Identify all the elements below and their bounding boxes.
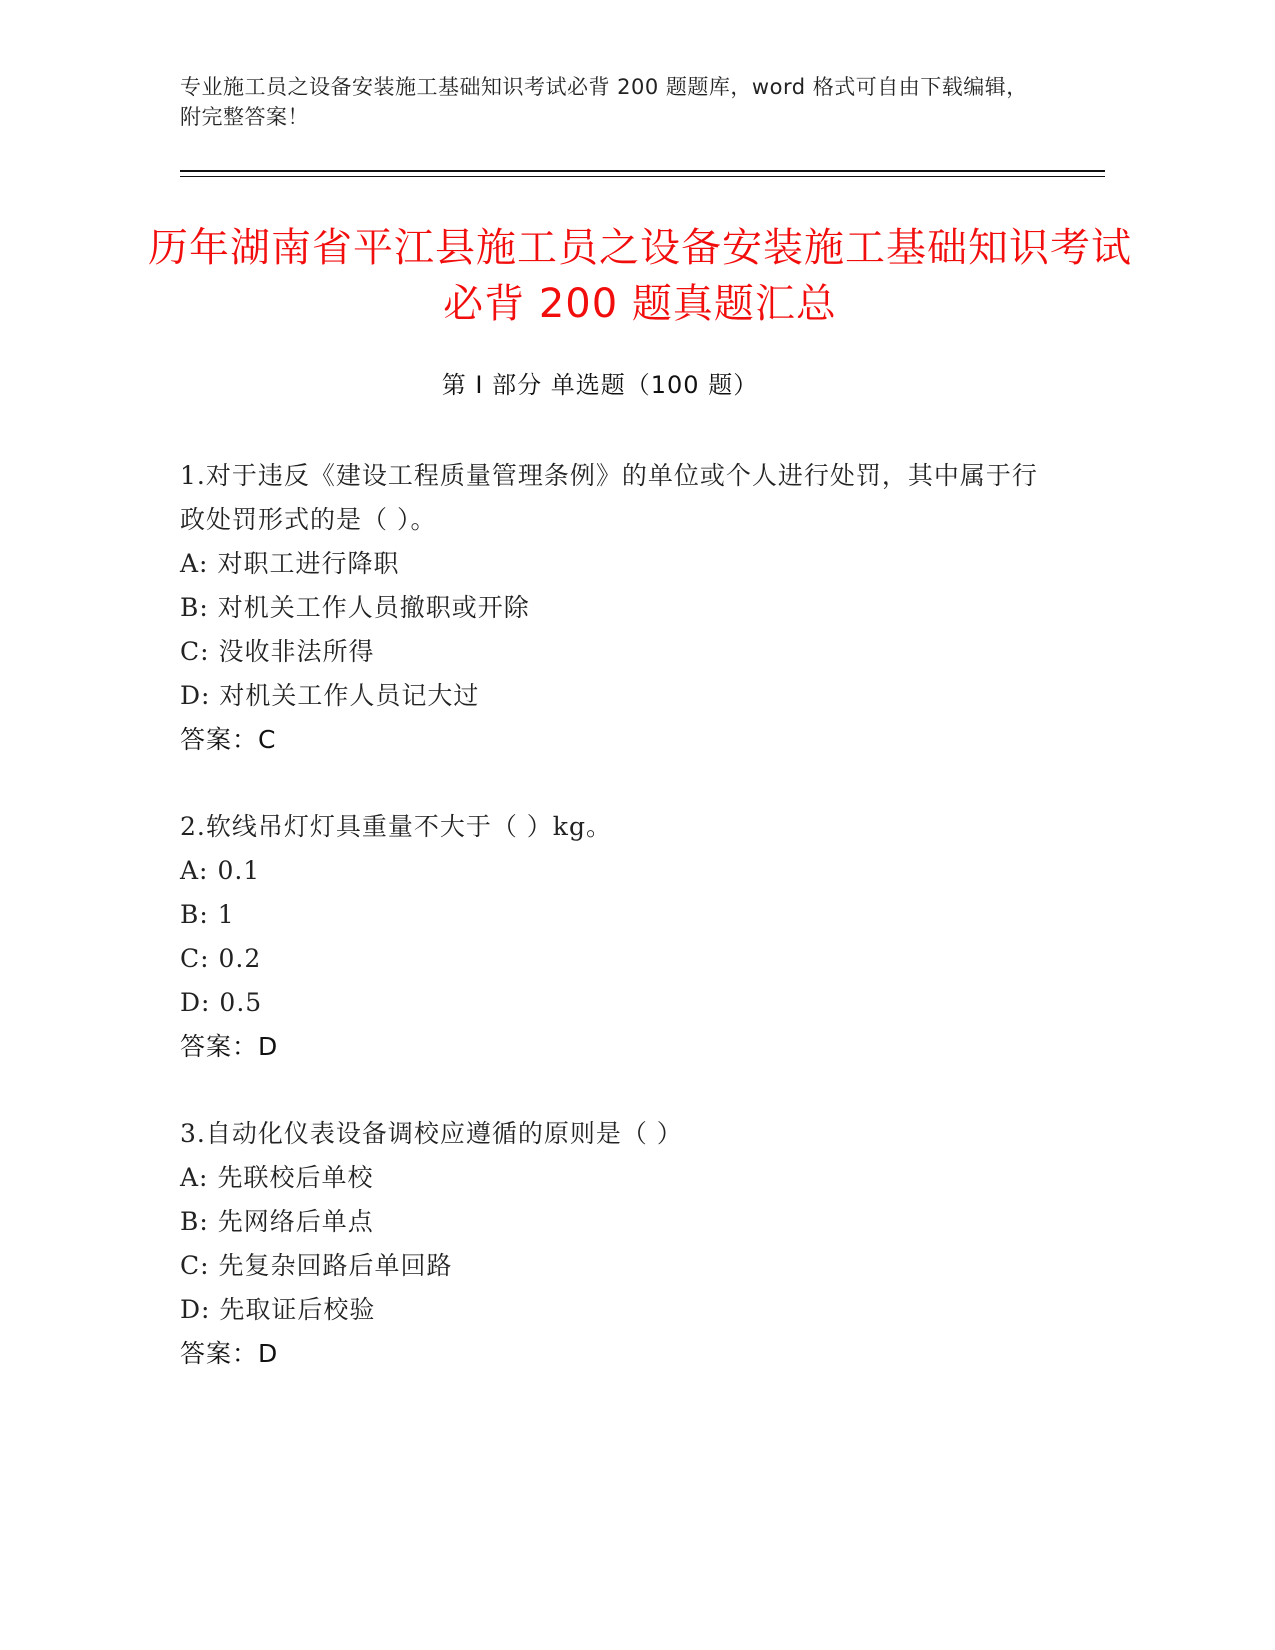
option-d [180, 1288, 1040, 1332]
option-key: B: [180, 593, 209, 622]
option-key: D: [180, 681, 211, 710]
option-text: 0.5 [219, 988, 263, 1017]
option-key: D: [180, 1295, 211, 1324]
option-a [180, 1156, 1040, 1200]
option-text: 先取证后校验 [219, 1295, 376, 1324]
section-heading: 第 I 部分 单选题（100 题） [441, 371, 759, 399]
option-c [180, 630, 1040, 674]
option-a [180, 542, 1040, 586]
option-key: B: [180, 900, 209, 929]
option-text: 对机关工作人员撤职或开除 [217, 593, 530, 622]
option-d [180, 981, 1040, 1025]
option-key: B: [180, 1207, 209, 1236]
question-text: 3.自动化仪表设备调校应遵循的原则是（ ） [180, 1119, 683, 1148]
option-text: 1 [217, 900, 235, 929]
option-b [180, 1200, 1040, 1244]
question-2 [180, 805, 1040, 1069]
option-key: A: [180, 856, 209, 885]
option-key: C: [180, 944, 210, 973]
answer-text: 答案：D [180, 1032, 279, 1061]
answer-text: 答案：C [180, 725, 277, 754]
question-list [180, 454, 1040, 1419]
option-key: A: [180, 1163, 209, 1192]
option-text: 先联校后单校 [217, 1163, 374, 1192]
question-text: 1.对于违反《建设工程质量管理条例》的单位或个人进行处罚，其中属于行政处罚形式的是（ ）。 [180, 461, 1038, 534]
option-key: A: [180, 549, 209, 578]
option-b [180, 893, 1040, 937]
option-b [180, 586, 1040, 630]
option-text: 对机关工作人员记大过 [219, 681, 480, 710]
option-key: C: [180, 1251, 210, 1280]
header-divider-thick [180, 170, 1105, 172]
option-text: 0.2 [218, 944, 262, 973]
option-text: 对职工进行降职 [217, 549, 400, 578]
question-text: 2.软线吊灯灯具重量不大于（ ）kg。 [180, 812, 612, 841]
option-text: 没收非法所得 [218, 637, 375, 666]
option-text: 先复杂回路后单回路 [218, 1251, 453, 1280]
option-c [180, 937, 1040, 981]
option-text: 先网络后单点 [217, 1207, 374, 1236]
answer-text: 答案：D [180, 1339, 279, 1368]
option-a [180, 849, 1040, 893]
option-d [180, 674, 1040, 718]
header-note: 专业施工员之设备安装施工基础知识考试必背 200 题题库，word 格式可自由下载编辑，附完整答案！ [180, 75, 1028, 129]
question-1 [180, 454, 1040, 762]
option-text: 0.1 [217, 856, 261, 885]
option-key: D: [180, 988, 211, 1017]
option-c [180, 1244, 1040, 1288]
document-title: 历年湖南省平江县施工员之设备安装施工基础知识考试必背 200 题真题汇总 [148, 225, 1132, 327]
option-key: C: [180, 637, 210, 666]
header-divider-thin [180, 176, 1105, 177]
question-3 [180, 1112, 1040, 1376]
